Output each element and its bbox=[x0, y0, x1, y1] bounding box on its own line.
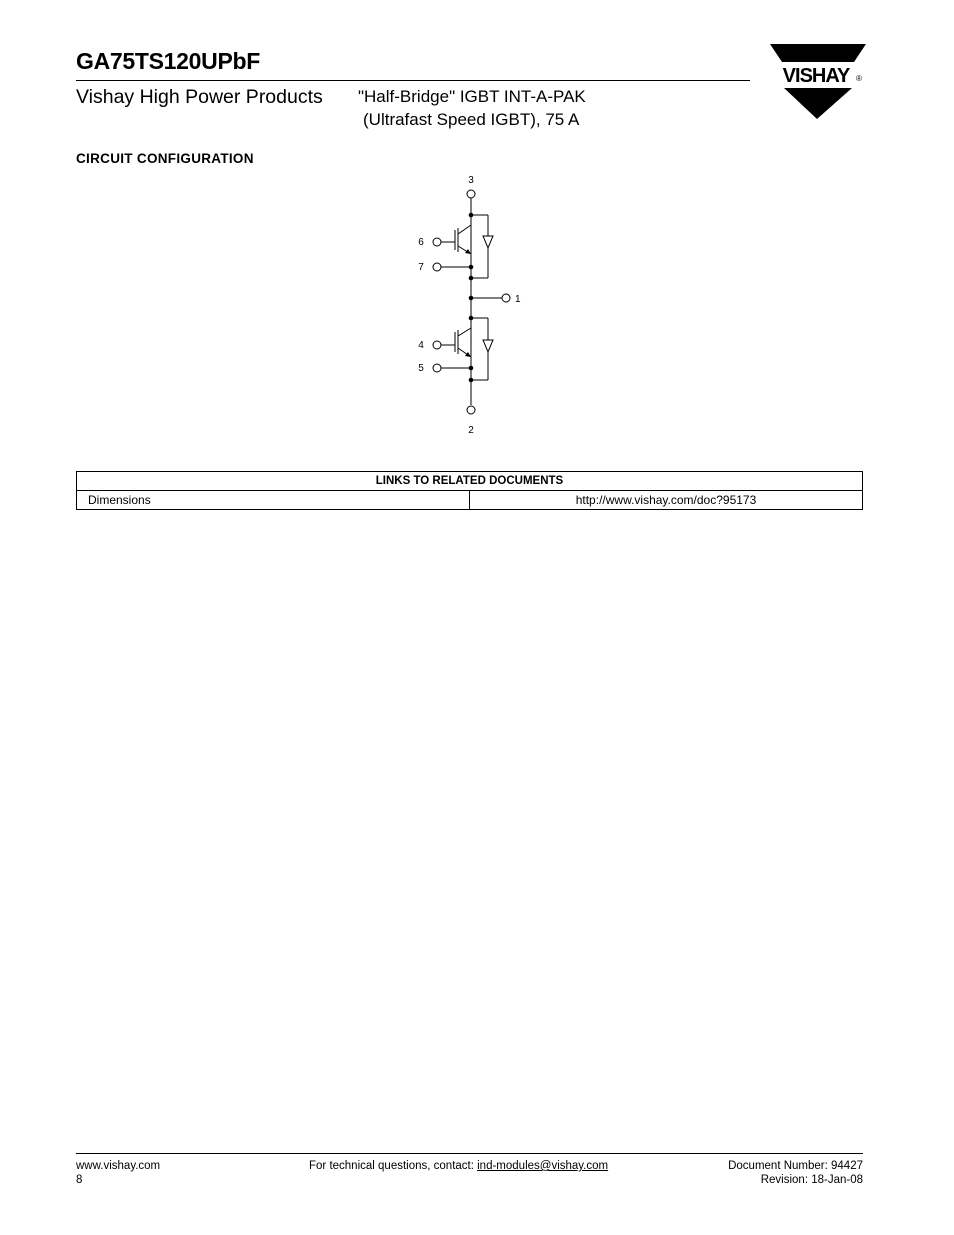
section-heading-circuit: CIRCUIT CONFIGURATION bbox=[76, 151, 254, 166]
document-number: Document Number: 94427 bbox=[728, 1160, 863, 1172]
terminal-4 bbox=[433, 341, 441, 349]
logo-registered-mark: ® bbox=[856, 74, 862, 83]
table-header-row bbox=[77, 472, 863, 491]
pin-label-1: 1 bbox=[515, 294, 521, 305]
footer-website-link[interactable]: www.vishay.com bbox=[76, 1160, 161, 1172]
pin-label-3: 3 bbox=[468, 175, 474, 186]
header-rule bbox=[76, 80, 750, 81]
table-row bbox=[77, 491, 863, 510]
pin-label-7: 7 bbox=[418, 262, 424, 273]
footer-contact bbox=[309, 1159, 608, 1173]
table-header: LINKS TO RELATED DOCUMENTS bbox=[77, 472, 863, 491]
circuit-schematic bbox=[410, 170, 530, 440]
terminal-6 bbox=[433, 238, 441, 246]
footer-right bbox=[728, 1159, 863, 1187]
upper-diode bbox=[483, 236, 493, 248]
subtitle-line-2: (Ultrafast Speed IGBT), 75 A bbox=[363, 110, 580, 129]
pin-label-6: 6 bbox=[418, 237, 424, 248]
lower-diode bbox=[483, 340, 493, 352]
terminal-7 bbox=[433, 263, 441, 271]
logo-text: VISHAY bbox=[782, 65, 850, 87]
division-name: Vishay High Power Products bbox=[76, 86, 323, 108]
contact-text: For technical questions, contact: bbox=[309, 1160, 478, 1172]
footer-left bbox=[76, 1159, 160, 1187]
terminal-3 bbox=[467, 190, 475, 198]
revision-date: Revision: 18-Jan-08 bbox=[760, 1174, 863, 1186]
pin-label-4: 4 bbox=[418, 340, 424, 351]
product-subtitle bbox=[358, 85, 586, 131]
page-number: 8 bbox=[76, 1174, 83, 1186]
pin-label-5: 5 bbox=[418, 363, 424, 374]
footer-rule bbox=[76, 1153, 863, 1154]
related-documents-table bbox=[76, 471, 863, 510]
subtitle-line-1: "Half-Bridge" IGBT INT-A-PAK bbox=[358, 87, 586, 106]
document-label: Dimensions bbox=[77, 491, 470, 510]
circuit-diagram bbox=[410, 170, 530, 440]
terminal-2 bbox=[467, 406, 475, 414]
part-number: GA75TS120UPbF bbox=[76, 48, 260, 74]
vishay-logo bbox=[770, 44, 866, 120]
contact-email-link[interactable]: ind-modules@vishay.com bbox=[477, 1160, 609, 1172]
document-link[interactable]: http://www.vishay.com/doc?95173 bbox=[470, 491, 863, 510]
pin-label-2: 2 bbox=[468, 425, 474, 436]
terminal-1 bbox=[502, 294, 510, 302]
terminal-5 bbox=[433, 364, 441, 372]
vishay-logo-graphic bbox=[770, 44, 866, 120]
